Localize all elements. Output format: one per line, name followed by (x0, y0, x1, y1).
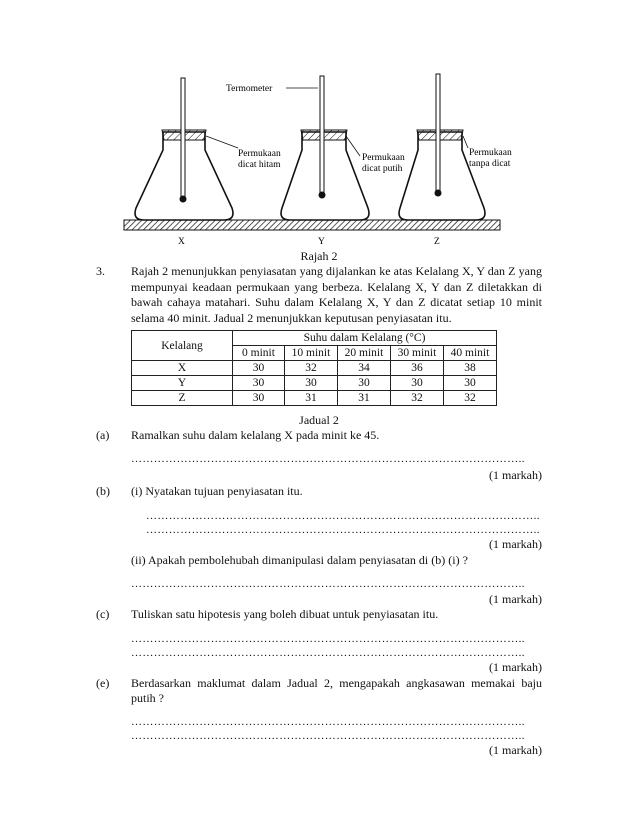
table-cell: 32 (285, 361, 338, 376)
table-row (132, 361, 497, 376)
part-a-text: Ramalkan suhu dalam kelalang X pada minit ke 45. (131, 428, 380, 442)
col-40: 40 minit (444, 346, 497, 361)
figure-caption: Rajah 2 (300, 249, 338, 263)
table-cell: 32 (444, 391, 497, 406)
table-caption: Jadual 2 (299, 413, 339, 427)
label-z: Z (434, 237, 440, 247)
part-b-ii-text: (ii) Apakah pembolehubah dimanipulasi dalam penyiasatan di (b) (i) ? (131, 553, 468, 567)
answer-line[interactable]: ………………………………………………………………………………………….. (131, 633, 525, 645)
thermometer-z (436, 74, 440, 192)
table-cell: 30 (391, 376, 444, 391)
answer-line[interactable]: ………………………………………………………………………………………….. (131, 716, 525, 728)
part-e-label: (e) (96, 676, 110, 690)
bench (124, 220, 500, 230)
col-20: 20 minit (338, 346, 391, 361)
part-e-text-2: putih ? (131, 691, 164, 705)
table-cell: 30 (233, 391, 285, 406)
label-hitam-1: Permukaan (238, 149, 281, 159)
part-c-marks: (1 markah) (489, 660, 542, 674)
table-cell: 32 (391, 391, 444, 406)
label-tanpa-2: tanpa dicat (469, 159, 511, 169)
part-e-text-1: Berdasarkan maklumat dalam Jadual 2, mengapakah angkasawan memakai baju (131, 676, 542, 690)
part-e-marks: (1 markah) (489, 743, 542, 757)
data-table (131, 330, 497, 406)
answer-line[interactable]: ………………………………………………………………………………………….. (131, 730, 525, 742)
part-c-label: (c) (96, 607, 110, 621)
row-name: Y (132, 376, 233, 391)
col-10: 10 minit (285, 346, 338, 361)
table-cell: 38 (444, 361, 497, 376)
label-termometer: Termometer (226, 84, 273, 94)
part-b-label: (b) (96, 484, 110, 498)
figure-rajah-2 (118, 68, 530, 248)
flask-y (281, 76, 369, 220)
label-tanpa-1: Permukaan (469, 148, 512, 158)
table-cell: 30 (285, 376, 338, 391)
table-row (132, 391, 497, 406)
question-text (131, 264, 542, 326)
label-putih-2: dicat putih (362, 164, 403, 174)
question-line-2: mempunyai keadaan permukaan yang berbeza. Kelalang X, Y dan Z diletakkan di (131, 279, 542, 294)
label-putih-1: Permukaan (362, 153, 405, 163)
part-a-marks: (1 markah) (489, 468, 542, 482)
table-cell: 30 (338, 376, 391, 391)
col-30: 30 minit (391, 346, 444, 361)
flask-x (135, 78, 233, 220)
question-line-3: bawah cahaya matahari. Suhu dalam Kelalang X, Y dan Z dicatat setiap 10 minit (131, 295, 542, 310)
table-cell: 30 (233, 376, 285, 391)
label-x: X (178, 237, 185, 247)
part-b-i-marks: (1 markah) (489, 537, 542, 551)
answer-line[interactable]: ………………………………………………………………………………………….. (131, 647, 525, 659)
answer-line[interactable]: ………………………………………………………………………………………….. (131, 578, 525, 590)
part-b-i-text: (i) Nyatakan tujuan penyiasatan itu. (131, 484, 303, 498)
answer-line[interactable]: ………………………………………………………………………………………….. (131, 453, 525, 465)
question-number: 3. (96, 264, 105, 278)
header-suhu: Suhu dalam Kelalang (°C) (233, 331, 497, 346)
part-b-ii-marks: (1 markah) (489, 592, 542, 606)
row-name: Z (132, 391, 233, 406)
table-cell: 34 (338, 361, 391, 376)
answer-line[interactable]: ………………………………………………………………………………………….. (146, 524, 540, 536)
table-cell: 36 (391, 361, 444, 376)
label-y: Y (318, 237, 325, 247)
table-cell: 30 (233, 361, 285, 376)
header-kelalang: Kelalang (132, 331, 233, 361)
answer-line[interactable]: ………………………………………………………………………………………….. (146, 510, 540, 522)
question-line-4: selama 40 minit. Jadual 2 menunjukkan keputusan penyiasatan itu. (131, 310, 452, 325)
row-name: X (132, 361, 233, 376)
table-cell: 31 (338, 391, 391, 406)
col-0: 0 minit (233, 346, 285, 361)
label-hitam-2: dicat hitam (238, 160, 281, 170)
part-c-text: Tuliskan satu hipotesis yang boleh dibuat untuk penyiasatan itu. (131, 607, 439, 621)
flask-z (399, 74, 485, 220)
part-a-label: (a) (96, 428, 110, 442)
thermometer-y (320, 76, 324, 194)
table-row (132, 376, 497, 391)
thermometer-x (181, 78, 185, 198)
table-cell: 30 (444, 376, 497, 391)
question-line-1: Rajah 2 menunjukkan penyiasatan yang dijalankan ke atas Kelalang X, Y dan Z yang (131, 264, 542, 278)
table-cell: 31 (285, 391, 338, 406)
